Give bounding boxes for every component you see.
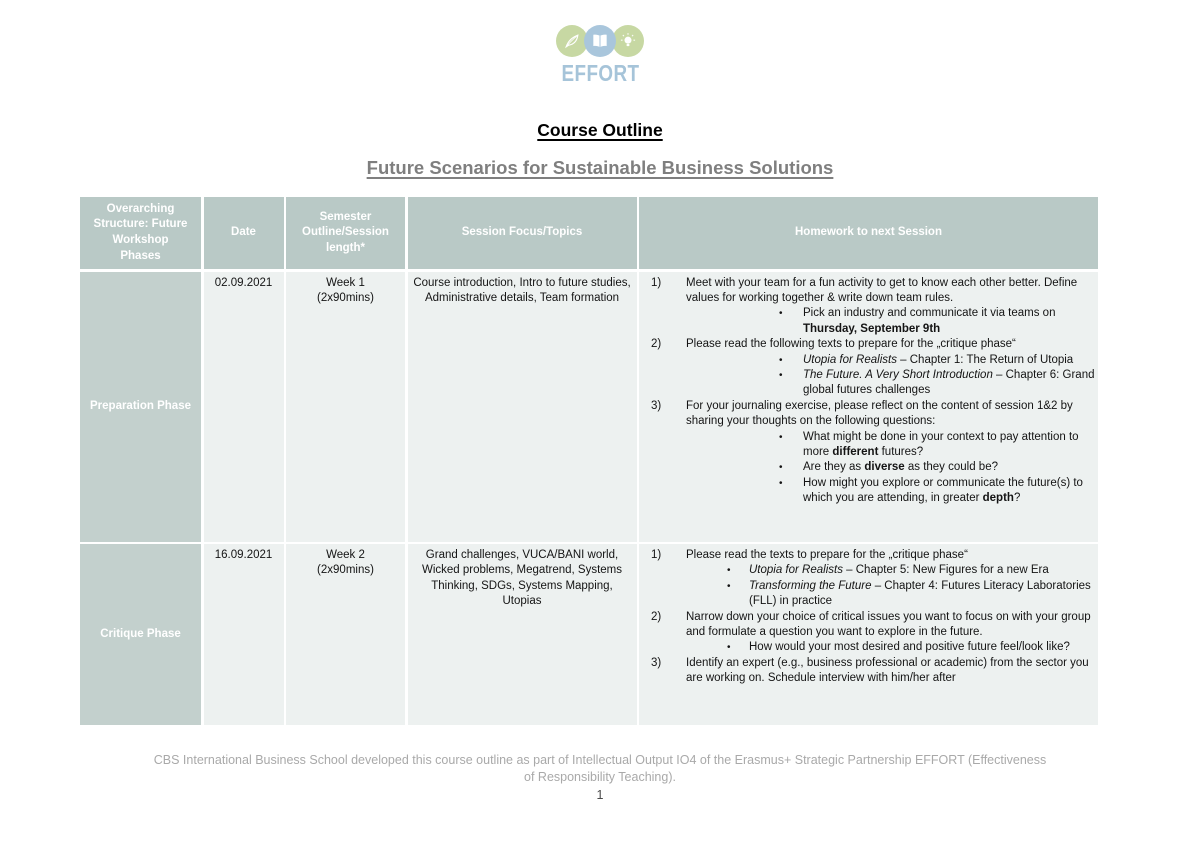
homework-bullet-item xyxy=(639,353,1095,368)
text-segment: as they could be? xyxy=(904,461,998,474)
item-number: 2) xyxy=(651,338,662,351)
text-segment: futures? xyxy=(878,445,924,458)
session-length-label: (2x90mins) xyxy=(317,564,374,577)
date-cell: 02.09.2021 xyxy=(204,272,284,542)
bullet-icon: • xyxy=(779,477,783,489)
course-outline-table xyxy=(80,197,1098,725)
page-subtitle: Future Scenarios for Sustainable Business Solutions xyxy=(366,157,834,178)
item-text xyxy=(686,276,1095,307)
week-label: Week 1 xyxy=(326,276,365,289)
item-text xyxy=(686,337,1095,352)
bullet-icon: • xyxy=(779,462,783,474)
item-number: 2) xyxy=(651,610,662,623)
open-book-icon xyxy=(584,25,616,57)
lightbulb-icon xyxy=(612,25,644,57)
focus-cell: Course introduction, Intro to future studies, Administrative details, Team formation xyxy=(408,272,637,542)
homework-numbered-item xyxy=(639,276,1095,307)
text-segment: How might you explore or communicate the future(s) to which you are attending, in greater xyxy=(803,476,1083,505)
homework-bullet-item xyxy=(639,430,1095,461)
text-segment: Thursday, September 9th xyxy=(803,322,941,335)
week-label: Week 2 xyxy=(326,549,365,561)
bullet-icon: • xyxy=(779,369,783,381)
bullet-icon: • xyxy=(727,642,731,654)
week-cell xyxy=(286,272,405,542)
text-segment: ? xyxy=(1013,492,1021,505)
bullet-icon: • xyxy=(779,431,783,443)
text-segment: Utopia for Realists xyxy=(803,353,897,366)
item-text xyxy=(686,610,1095,641)
item-text xyxy=(803,476,1095,507)
text-segment: What might be done in your context to pay attention to more xyxy=(803,430,1079,458)
session-length-label: (2x90mins) xyxy=(317,291,374,304)
homework-numbered-item xyxy=(639,610,1095,641)
item-number: 1) xyxy=(651,276,662,289)
bullet-icon: • xyxy=(779,354,783,366)
homework-bullet-item xyxy=(639,460,1095,475)
phase-cell: Preparation Phase xyxy=(80,272,201,542)
effort-logo-text: EFFORT xyxy=(561,60,639,86)
bullet-icon: • xyxy=(727,580,731,592)
bullet-icon: • xyxy=(727,565,731,577)
text-segment: different xyxy=(832,445,879,458)
week-cell xyxy=(286,544,405,725)
text-segment: How would your most desired and positive future feel/look like? xyxy=(749,641,1070,654)
logo-circles xyxy=(556,25,644,57)
homework-bullet-item xyxy=(639,368,1095,399)
item-text xyxy=(803,430,1095,461)
item-text xyxy=(749,579,1095,610)
text-segment: Pick an industry and communicate it via teams on xyxy=(803,307,1056,320)
page-title: Course Outline xyxy=(537,120,663,140)
column-header-phases: Overarching Structure: Future Workshop Phases xyxy=(80,197,201,269)
item-text xyxy=(749,563,1049,578)
bullet-icon: • xyxy=(779,308,783,320)
column-header-date: Date xyxy=(204,197,284,269)
item-text xyxy=(749,640,1070,655)
homework-numbered-item xyxy=(639,656,1095,687)
item-number: 3) xyxy=(651,656,662,669)
text-segment: Identify an expert (e.g., business professional or academic) from the sector you are working on. Schedule interview with him/her after xyxy=(686,656,1089,685)
footer-note xyxy=(90,752,1110,786)
text-segment: Narrow down your choice of critical issues you want to focus on with your group and formulate a question you want to explore in the future. xyxy=(686,610,1091,639)
item-text xyxy=(803,306,1095,337)
item-text xyxy=(803,368,1095,399)
homework-cell xyxy=(639,544,1098,725)
text-segment: – Chapter 1: The Return of Utopia xyxy=(896,353,1074,366)
focus-cell: Grand challenges, VUCA/BANI world, Wicked problems, Megatrend, Systems Thinking, SDGs, Systems Mapping, Utopias xyxy=(408,544,637,725)
item-number: 1) xyxy=(651,549,662,561)
homework-numbered-item xyxy=(639,337,1095,352)
item-text xyxy=(686,548,1095,563)
phase-cell: Critique Phase xyxy=(80,544,201,725)
text-segment: – Chapter 4: Futures Literacy Laboratories (FLL) in practice xyxy=(749,579,1091,608)
text-segment: The Future. A Very Short Introduction xyxy=(803,368,993,381)
homework-numbered-item xyxy=(639,548,1095,563)
homework-bullet-item xyxy=(639,579,1095,610)
text-segment: Please read the following texts to prepare for the „critique phase“ xyxy=(686,338,1016,351)
text-segment: – Chapter 6: Grand global futures challenges xyxy=(803,368,1095,397)
text-segment: diverse xyxy=(864,461,905,474)
footer-line-2: of Responsibility Teaching). xyxy=(524,769,676,784)
text-segment: Transforming the Future xyxy=(749,579,872,592)
footer-line-1: CBS International Business School developed this course outline as part of Intellectual Output IO4 of the Erasmus+ Strategic Partnership EFFORT (Effectiveness xyxy=(153,753,1047,767)
item-text xyxy=(686,656,1095,687)
text-segment: depth xyxy=(982,492,1014,505)
homework-bullet-item xyxy=(639,476,1095,507)
homework-bullet-item xyxy=(639,563,1095,578)
text-segment: Are they as xyxy=(803,461,865,474)
effort-logo xyxy=(0,25,1200,87)
homework-bullet-item xyxy=(639,640,1095,655)
text-segment: For your journaling exercise, please reflect on the content of session 1&2 by sharing your thoughts on the following questions: xyxy=(686,399,1073,428)
item-text xyxy=(686,399,1095,430)
text-segment: Utopia for Realists xyxy=(749,564,843,577)
homework-numbered-item xyxy=(639,399,1095,430)
text-segment: Meet with your team for a fun activity to get to know each other better. Define values for working together & write down team rules. xyxy=(686,276,1078,304)
text-segment: – Chapter 5: New Figures for a new Era xyxy=(842,564,1049,577)
homework-bullet-item xyxy=(639,306,1095,337)
item-text xyxy=(803,460,998,475)
homework-cell xyxy=(639,272,1098,542)
date-cell: 16.09.2021 xyxy=(204,544,284,725)
column-header-focus: Session Focus/Topics xyxy=(408,197,637,269)
text-segment: Please read the texts to prepare for the „critique phase“ xyxy=(686,549,968,561)
column-header-semester: Semester Outline/Session length* xyxy=(286,197,405,269)
item-text xyxy=(803,353,1073,368)
column-header-homework: Homework to next Session xyxy=(639,197,1098,269)
page-number: 1 xyxy=(596,788,604,802)
item-number: 3) xyxy=(651,399,662,412)
